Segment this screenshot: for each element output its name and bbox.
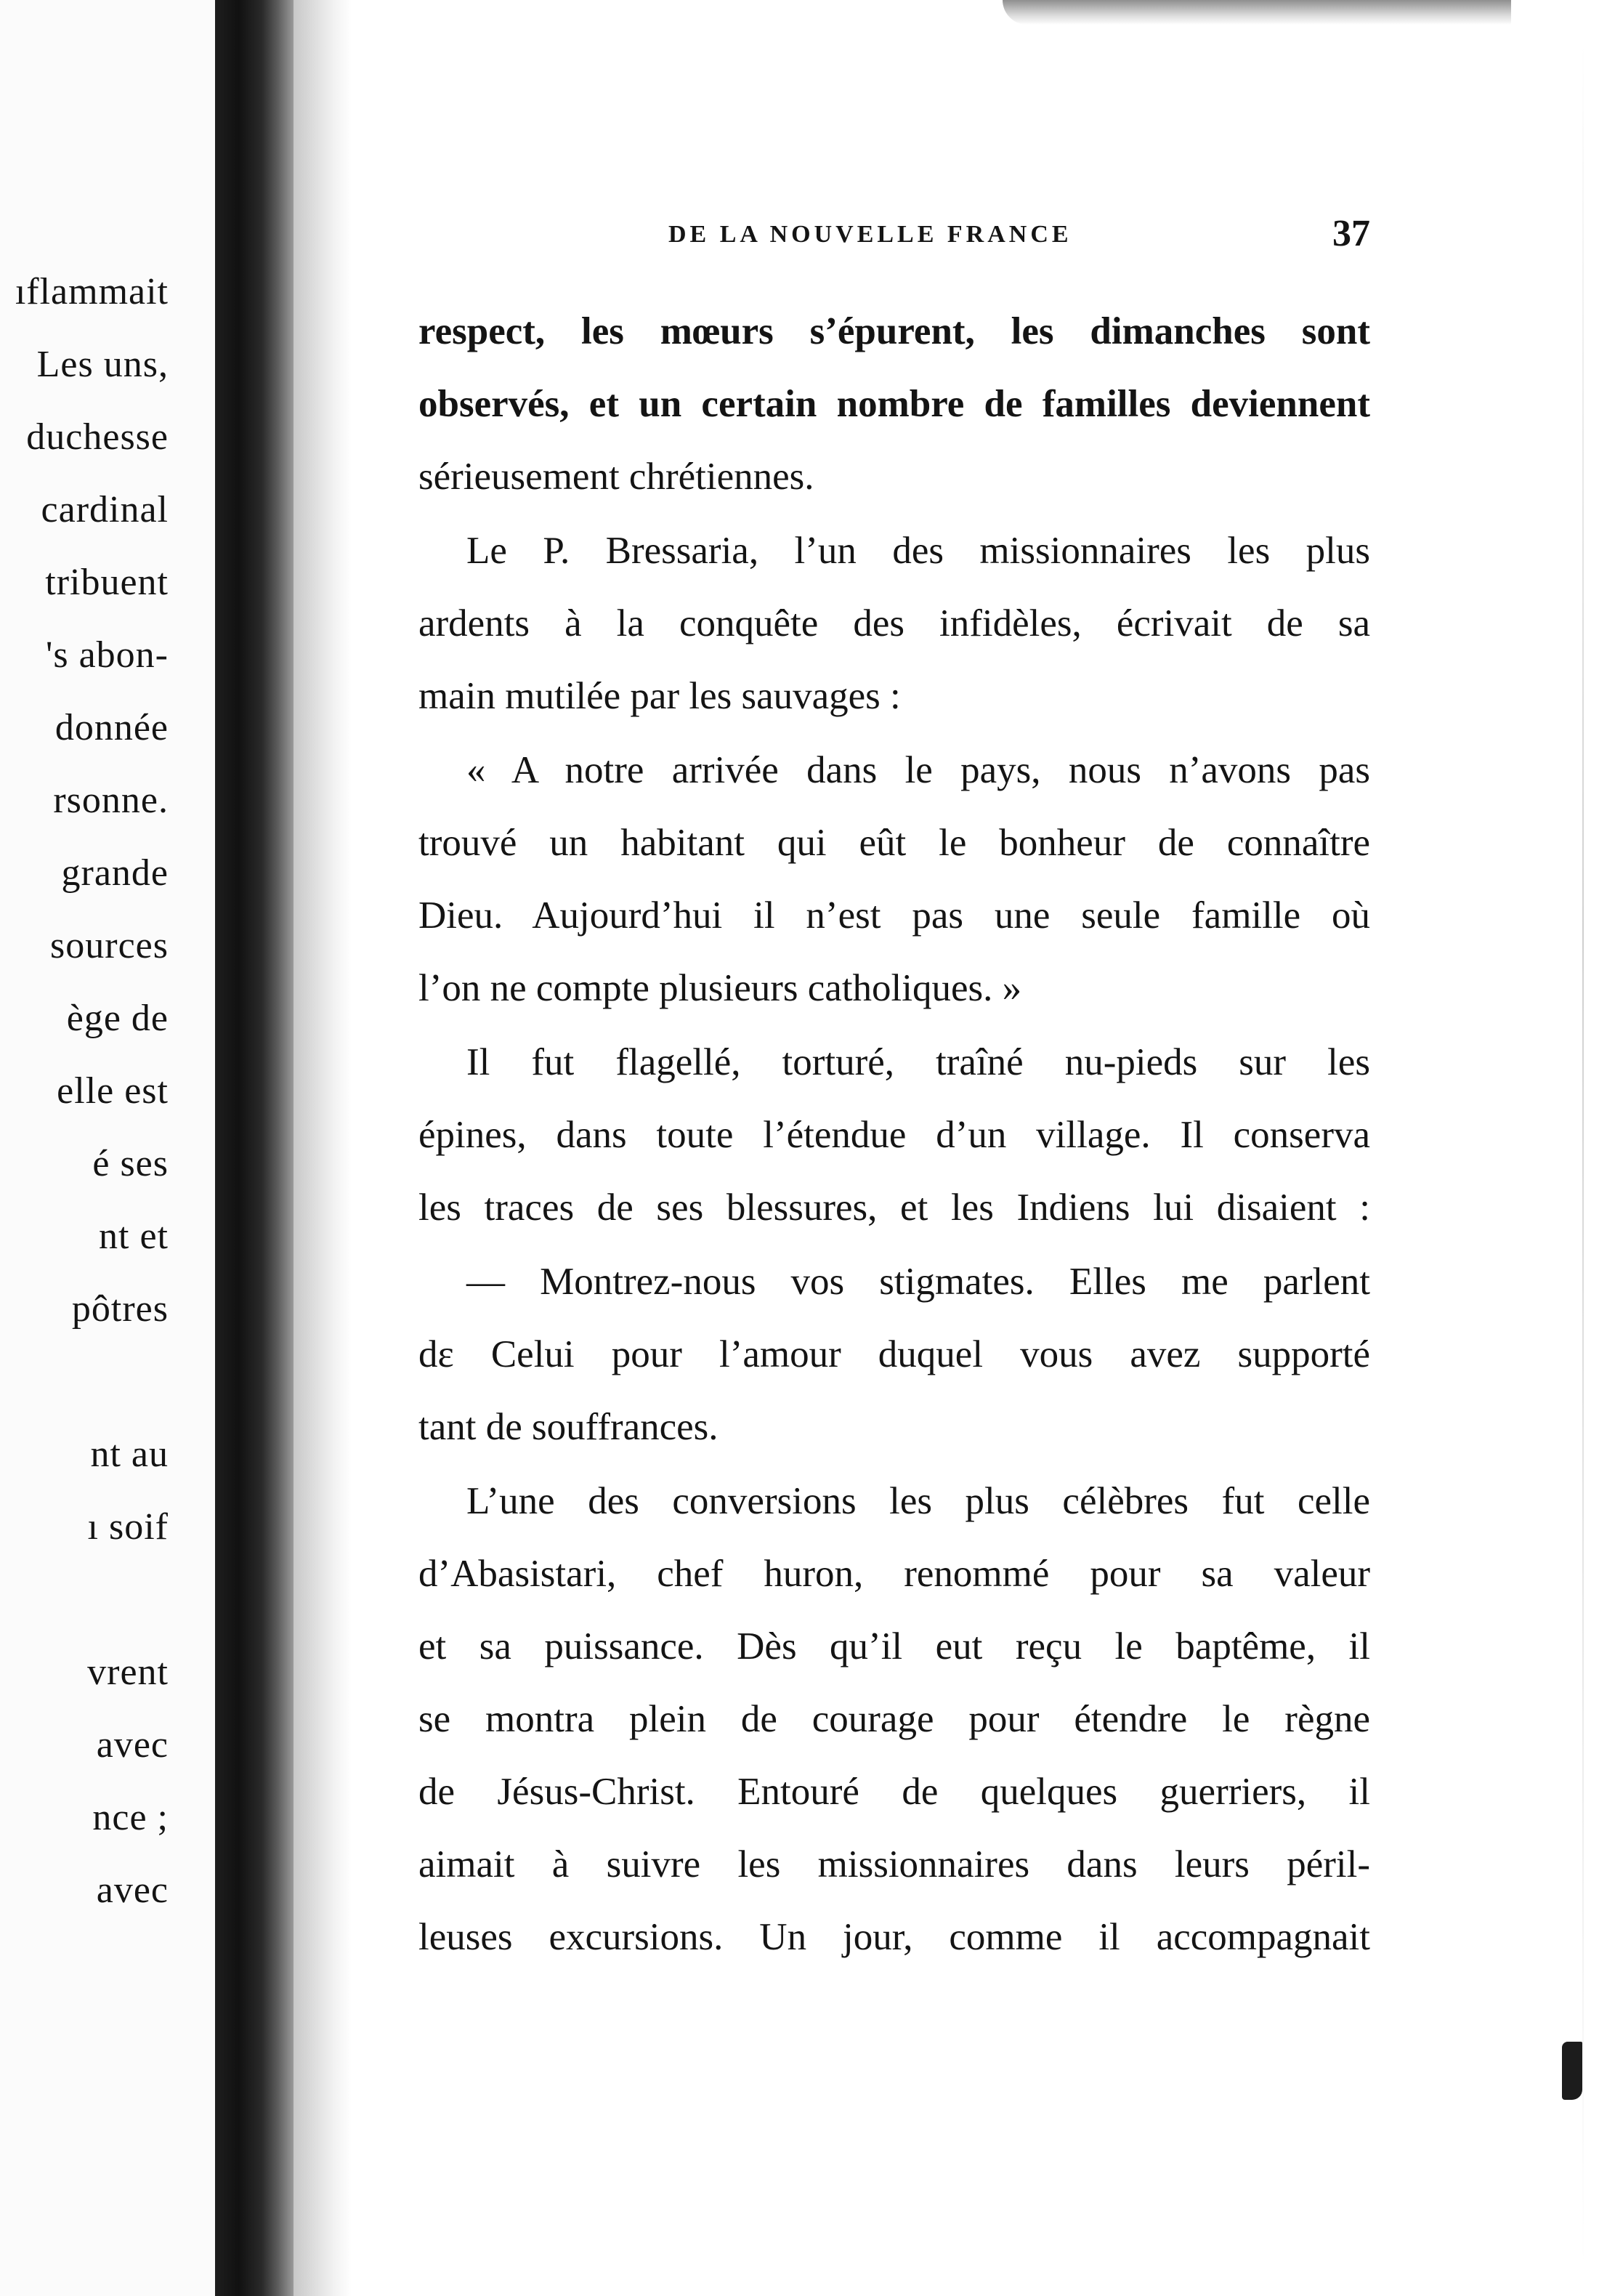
page-number: 37 <box>1332 213 1370 254</box>
body-line: dε Celui pour l’amour duquel vous avez supporté <box>418 1333 1370 1375</box>
left-page-line: duchesse <box>26 416 169 458</box>
body-line: ardents à la conquête des infidèles, écrivait de sa <box>418 602 1370 644</box>
body-line: Dieu. Aujourd’hui il n’est pas une seule famille où <box>418 894 1370 937</box>
left-page-line: avec <box>96 1724 169 1766</box>
left-page-line: vrent <box>87 1652 169 1693</box>
left-page-line: cardinal <box>41 489 169 530</box>
left-page-line: ıflammait <box>15 271 169 312</box>
body-line: tant de souffrances. <box>418 1406 719 1448</box>
left-page-line: grande <box>61 852 169 894</box>
scan-corner-mark <box>1562 2042 1582 2100</box>
left-page-line: 's abon- <box>45 634 169 676</box>
body-line: — Montrez-nous vos stigmates. Elles me parlent <box>466 1261 1370 1303</box>
body-line: les traces de ses blessures, et les Indiens lui disaient : <box>418 1187 1370 1229</box>
left-page-line: ı soif <box>87 1506 169 1548</box>
left-page-line: ège de <box>66 998 169 1039</box>
left-page-line: nt au <box>90 1434 169 1475</box>
body-line: épines, dans toute l’étendue d’un village. Il conserva <box>418 1114 1370 1156</box>
body-line: L’une des conversions les plus célèbres fut celle <box>466 1480 1370 1522</box>
body-line: Le P. Bressaria, l’un des missionnaires les plus <box>466 530 1370 572</box>
body-line: et sa puissance. Dès qu’il eut reçu le baptême, il <box>418 1625 1370 1668</box>
body-line: de Jésus-Christ. Entouré de quelques guerriers, il <box>418 1771 1370 1813</box>
left-page-line: tribuent <box>45 562 169 603</box>
left-page-line: sources <box>50 925 169 966</box>
running-title: DE LA NOUVELLE FRANCE <box>668 221 1072 248</box>
left-page-line: Les uns, <box>36 344 169 385</box>
left-page-line: avec <box>96 1869 169 1911</box>
left-page-line: pôtres <box>71 1288 169 1330</box>
body-line: l’on ne compte plusieurs catholiques. » <box>418 967 1022 1009</box>
left-page-line: nce ; <box>92 1797 169 1838</box>
body-line: aimait à suivre les missionnaires dans leurs péril- <box>418 1843 1370 1885</box>
body-line: se montra plein de courage pour étendre le règne <box>418 1698 1370 1740</box>
left-page-line: elle est <box>57 1070 169 1112</box>
page-edge-line <box>1582 44 1584 2267</box>
gutter-shadow <box>294 0 352 2296</box>
body-line: d’Abasistari, chef huron, renommé pour sa valeur <box>418 1553 1370 1595</box>
left-facing-page <box>0 0 218 2296</box>
body-line: respect, les mœurs s’épurent, les dimanches sont <box>418 310 1370 352</box>
scan-top-smudge <box>1003 0 1511 25</box>
body-line: trouvé un habitant qui eût le bonheur de connaître <box>418 822 1370 864</box>
left-page-line: donnée <box>54 707 169 748</box>
left-page-line: rsonne. <box>53 780 169 821</box>
left-page-line: nt et <box>99 1216 169 1257</box>
body-line: Il fut flagellé, torturé, traîné nu-pieds sur les <box>466 1041 1370 1083</box>
body-line: sérieusement chrétiennes. <box>418 456 814 498</box>
body-line: main mutilée par les sauvages : <box>418 675 901 717</box>
body-line: « A notre arrivée dans le pays, nous n’avons pas <box>466 749 1370 791</box>
left-page-line: é ses <box>92 1143 169 1184</box>
body-line: observés, et un certain nombre de familles deviennent <box>418 383 1370 425</box>
book-binding-gutter <box>215 0 294 2296</box>
running-header <box>421 213 1370 260</box>
body-line: leuses excursions. Un jour, comme il accompagnait <box>418 1916 1370 1958</box>
